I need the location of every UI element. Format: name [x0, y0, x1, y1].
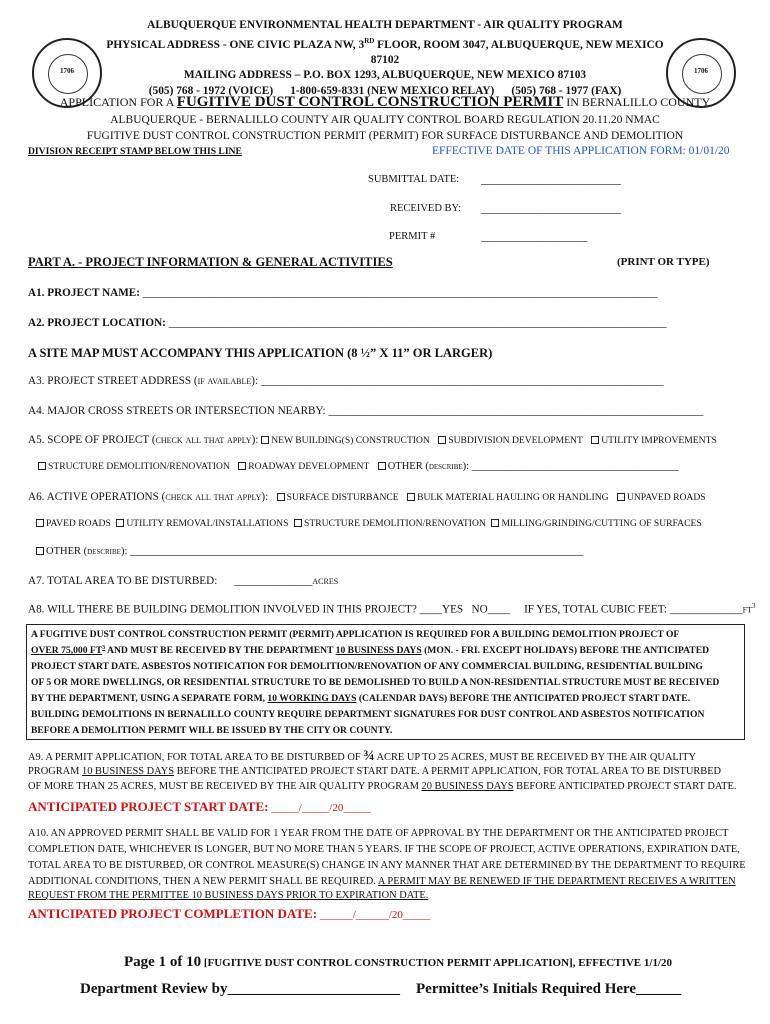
notice-line-6: BUILDING DEMOLITIONS IN BERNALILLO COUNTY REQUIRE DEPARTMENT SIGNATURES FOR DUST CONTROL AND ASBESTOS NOTIFICATION [31, 709, 705, 720]
total-area-field[interactable]: ______________ [234, 575, 313, 587]
header-block [100, 18, 670, 99]
a6-operations-row3 [36, 545, 583, 557]
regulation-line: ALBUQUERQUE - BERNALILLO COUNTY AIR QUALITY CONTROL BOARD REGULATION 20.11.20 NMAC [110, 114, 660, 126]
a8-demolition: A8. WILL THERE BE BUILDING DEMOLITION INVOLVED IN THIS PROJECT? ____YES NO____ IF YES, TOTAL CUBIC FEET: $\_\_\_\_\_\_\_\_\_\_\_\_\_ft^3$ [28, 602, 756, 616]
header-mailing-address: MAILING ADDRESS – P.O. BOX 1293, ALBUQUERQUE, NEW MEXICO 87103 [183, 69, 587, 82]
effective-date: EFFECTIVE DATE OF THIS APPLICATION FORM: 01/01/20 [432, 145, 730, 157]
checkbox-bulk-material[interactable]: BULK MATERIAL HAULING OR HANDLING [407, 491, 609, 503]
a5-scope-row1: A5. SCOPE OF PROJECT (check all that apply): NEW BUILDING(S) CONSTRUCTION SUBDIVISION DEVELOPMENT UTILITY IMPROVEMENTS [28, 434, 717, 446]
demolition-yes-field[interactable]: ____YES [419, 603, 464, 616]
street-address-field[interactable]: ________________________________________________________________________ [260, 375, 664, 387]
notice-line-7: BEFORE A DEMOLITION PERMIT WILL BE ISSUED BY THE CITY OR COUNTY. [31, 725, 393, 736]
checkbox-utility-removal[interactable]: UTILITY REMOVAL/INSTALLATIONS [116, 517, 288, 529]
start-date-field[interactable]: _____/_____/20_____ [268, 802, 371, 814]
a6-operations-row2 [36, 517, 702, 529]
header-physical-address: PHYSICAL ADDRESS - ONE CIVIC PLAZA NW, 3RD FLOOR, ROOM 3047, ALBUQUERQUE, NEW MEXICO 87102 [106, 36, 664, 66]
notice-line-2: OVER 75,000 $FT^3$ AND MUST BE RECEIVED BY THE DEPARTMENT 10 BUSINESS DAYS (MON. - FRI. EXCEPT HOLIDAYS) BEFORE THE ANTICIPATED [31, 645, 710, 657]
received-by-label: RECEIVED BY: [390, 203, 462, 214]
city-seal-left: 1706 [32, 38, 102, 108]
a9-line-1: A9. A PERMIT APPLICATION, FOR TOTAL AREA TO BE DISTURBED OF ¾ ACRE UP TO 25 ACRES, MUST BE RECEIVED BY THE AIR QUALITY [28, 748, 696, 764]
checkbox-unpaved-roads[interactable]: UNPAVED ROADS [617, 491, 706, 503]
cross-streets-field[interactable]: ___________________________________________________________________ [328, 405, 704, 417]
a10-line-3: TOTAL AREA TO BE DISTURBED, OR CONTROL MEASURE(S) CHANGE IN ANY MANNER THAT ARE DETERMINED BY THE DEPARTMENT TO REQUIRE [28, 860, 746, 871]
a6-operations-row1: A6. ACTIVE OPERATIONS (check all that apply): SURFACE DISTURBANCE BULK MATERIAL HAULING OR HANDLING UNPAVED ROADS [28, 491, 706, 503]
checkbox-operations-other[interactable]: OTHER (describe): [36, 545, 127, 557]
part-a-heading: PART A. - PROJECT INFORMATION & GENERAL ACTIVITIES [28, 255, 393, 269]
checkbox-subdivision[interactable]: SUBDIVISION DEVELOPMENT [438, 434, 583, 446]
submittal-date-field[interactable]: _________________________ [481, 174, 621, 186]
project-name-field[interactable]: ____________________________________________________________________________________________ [142, 287, 658, 299]
page-footer: Page 1 of 10 [FUGITIVE DUST CONTROL CONSTRUCTION PERMIT APPLICATION], EFFECTIVE 1/1/20 [124, 954, 673, 970]
a2-project-location: A2. PROJECT LOCATION: _________________________________________________________________________________________ [28, 317, 667, 329]
project-location-field[interactable]: _________________________________________________________________________________________ [168, 317, 667, 329]
scope-other-field[interactable]: _____________________________________ [471, 460, 679, 472]
a1-project-name: A1. PROJECT NAME: ____________________________________________________________________________________________ [28, 287, 658, 299]
checkbox-roadway-development[interactable]: ROADWAY DEVELOPMENT [238, 460, 369, 472]
a10-line-1: A10. AN APPROVED PERMIT SHALL BE VALID FOR 1 YEAR FROM THE DATE OF APPROVAL BY THE DEPARTMENT OR THE ANTICIPATED PROJECT [28, 828, 729, 839]
permit-number-field[interactable]: ___________________ [481, 231, 588, 243]
anticipated-start-date: ANTICIPATED PROJECT START DATE: _____/_____/20_____ [28, 799, 371, 814]
notice-line-4: OF 5 OR MORE DWELLINGS, OR RESIDENTIAL STRUCTURE TO BE DEMOLISHED TO BUILD A NON-RESIDENTIAL STRUCTURE MUST BE RECEIVED [31, 677, 720, 688]
a10-line-5: REQUEST FROM THE PERMITTEE 10 BUSINESS DAYS PRIOR TO EXPIRATION DATE. [28, 890, 429, 901]
a9-line-3: OF MORE THAN 25 ACRES, MUST BE RECEIVED BY THE AIR QUALITY PROGRAM 20 BUSINESS DAYS BEFORE ANTICIPATED PROJECT START DATE. [28, 781, 737, 792]
checkbox-new-building[interactable]: NEW BUILDING(S) CONSTRUCTION [261, 434, 430, 446]
print-or-type-note: (PRINT OR TYPE) [617, 256, 710, 268]
notice-line-3: PROJECT START DATE. ASBESTOS NOTIFICATION FOR DEMOLITION/RENOVATION OF ANY COMMERCIAL BUILDING, RESIDENTIAL BUILDING [31, 661, 703, 672]
receipt-stamp-note: DIVISION RECEIPT STAMP BELOW THIS LINE [28, 146, 242, 157]
header-department: ALBUQUERQUE ENVIRONMENTAL HEALTH DEPARTMENT - AIR QUALITY PROGRAM [147, 19, 623, 31]
a9-line-2: PROGRAM 10 BUSINESS DAYS BEFORE THE ANTICIPATED PROJECT START DATE. A PERMIT APPLICATION, FOR TOTAL AREA TO BE DISTURBED [28, 766, 722, 777]
checkbox-milling[interactable]: MILLING/GRINDING/CUTTING OF SURFACES [491, 517, 701, 529]
checkbox-structure-demolition[interactable]: STRUCTURE DEMOLITION/RENOVATION [38, 460, 230, 472]
checkbox-scope-other[interactable]: OTHER (describe): [378, 460, 469, 472]
department-review[interactable]: Department Review by_______________________ [80, 981, 400, 997]
a10-line-2: COMPLETION DATE, WHICHEVER IS LONGER, BUT NO MORE THAN 5 YEARS. IF THE SCOPE OF PROJECT, ACTIVE OPERATIONS, EXPIRATION DATE, [28, 844, 740, 855]
demolition-notice-box [26, 624, 745, 740]
city-seal-right: 1706 [666, 38, 736, 108]
notice-line-5: BY THE DEPARTMENT, USING A SEPARATE FORM, 10 WORKING DAYS (CALENDAR DAYS) BEFORE THE ANTICIPATED PROJECT START DATE. [31, 693, 691, 704]
a10-line-4: ADDITIONAL CONDITIONS, THEN A NEW PERMIT SHALL BE REQUIRED. A PERMIT MAY BE RENEWED IF THE DEPARTMENT RECEIVES A WRITTEN [28, 876, 736, 887]
permit-subtitle: FUGITIVE DUST CONTROL CONSTRUCTION PERMIT (PERMIT) FOR SURFACE DISTURBANCE AND DEMOLITION [86, 130, 684, 142]
notice-line-1: A FUGITIVE DUST CONTROL CONSTRUCTION PERMIT (PERMIT) APPLICATION IS REQUIRED FOR A BUILDING DEMOLITION PROJECT OF [31, 629, 680, 640]
checkbox-structure-demolition-ops[interactable]: STRUCTURE DEMOLITION/RENOVATION [294, 517, 486, 529]
submittal-date-label: SUBMITTAL DATE: [368, 174, 460, 185]
site-map-notice: A SITE MAP MUST ACCOMPANY THIS APPLICATION (8 ½” X 11” OR LARGER) [28, 346, 493, 360]
permittee-initials[interactable]: Permittee’s Initials Required Here______ [416, 981, 682, 997]
header-phones: (505) 768 - 1972 (VOICE) 1-800-659-8331 (NEW MEXICO RELAY) (505) 768 - 1977 (FAX) [148, 84, 622, 97]
anticipated-completion-date: ANTICIPATED PROJECT COMPLETION DATE: ______/______/20_____ [28, 906, 431, 921]
form-title: APPLICATION FOR A FUGITIVE DUST CONTROL CONSTRUCTION PERMIT IN BERNALILLO COUNTY [59, 94, 711, 110]
checkbox-paved-roads[interactable]: PAVED ROADS [36, 517, 111, 529]
checkbox-surface-disturbance[interactable]: SURFACE DISTURBANCE [277, 491, 399, 503]
cubic-feet-field[interactable]: _____________ [669, 603, 743, 616]
a5-scope-row2 [38, 460, 679, 472]
operations-other-field[interactable]: _________________________________________________________________________________ [130, 545, 584, 557]
a4-cross-streets: A4. MAJOR CROSS STREETS OR INTERSECTION NEARBY: ___________________________________________________________________ [28, 405, 704, 417]
a7-total-area: A7. TOTAL AREA TO BE DISTURBED: ______________acres [28, 575, 339, 587]
completion-date-field[interactable]: ______/______/20_____ [317, 909, 431, 921]
permit-number-label: PERMIT # [389, 231, 436, 242]
demolition-no-field[interactable]: NO____ [471, 603, 511, 616]
received-by-field[interactable]: _________________________ [481, 203, 621, 215]
a3-street-address: A3. PROJECT STREET ADDRESS (if available): ________________________________________________________________________ [28, 375, 664, 387]
checkbox-utility-improvements[interactable]: UTILITY IMPROVEMENTS [591, 434, 717, 446]
page-number: Page 1 of 10 [124, 954, 202, 970]
